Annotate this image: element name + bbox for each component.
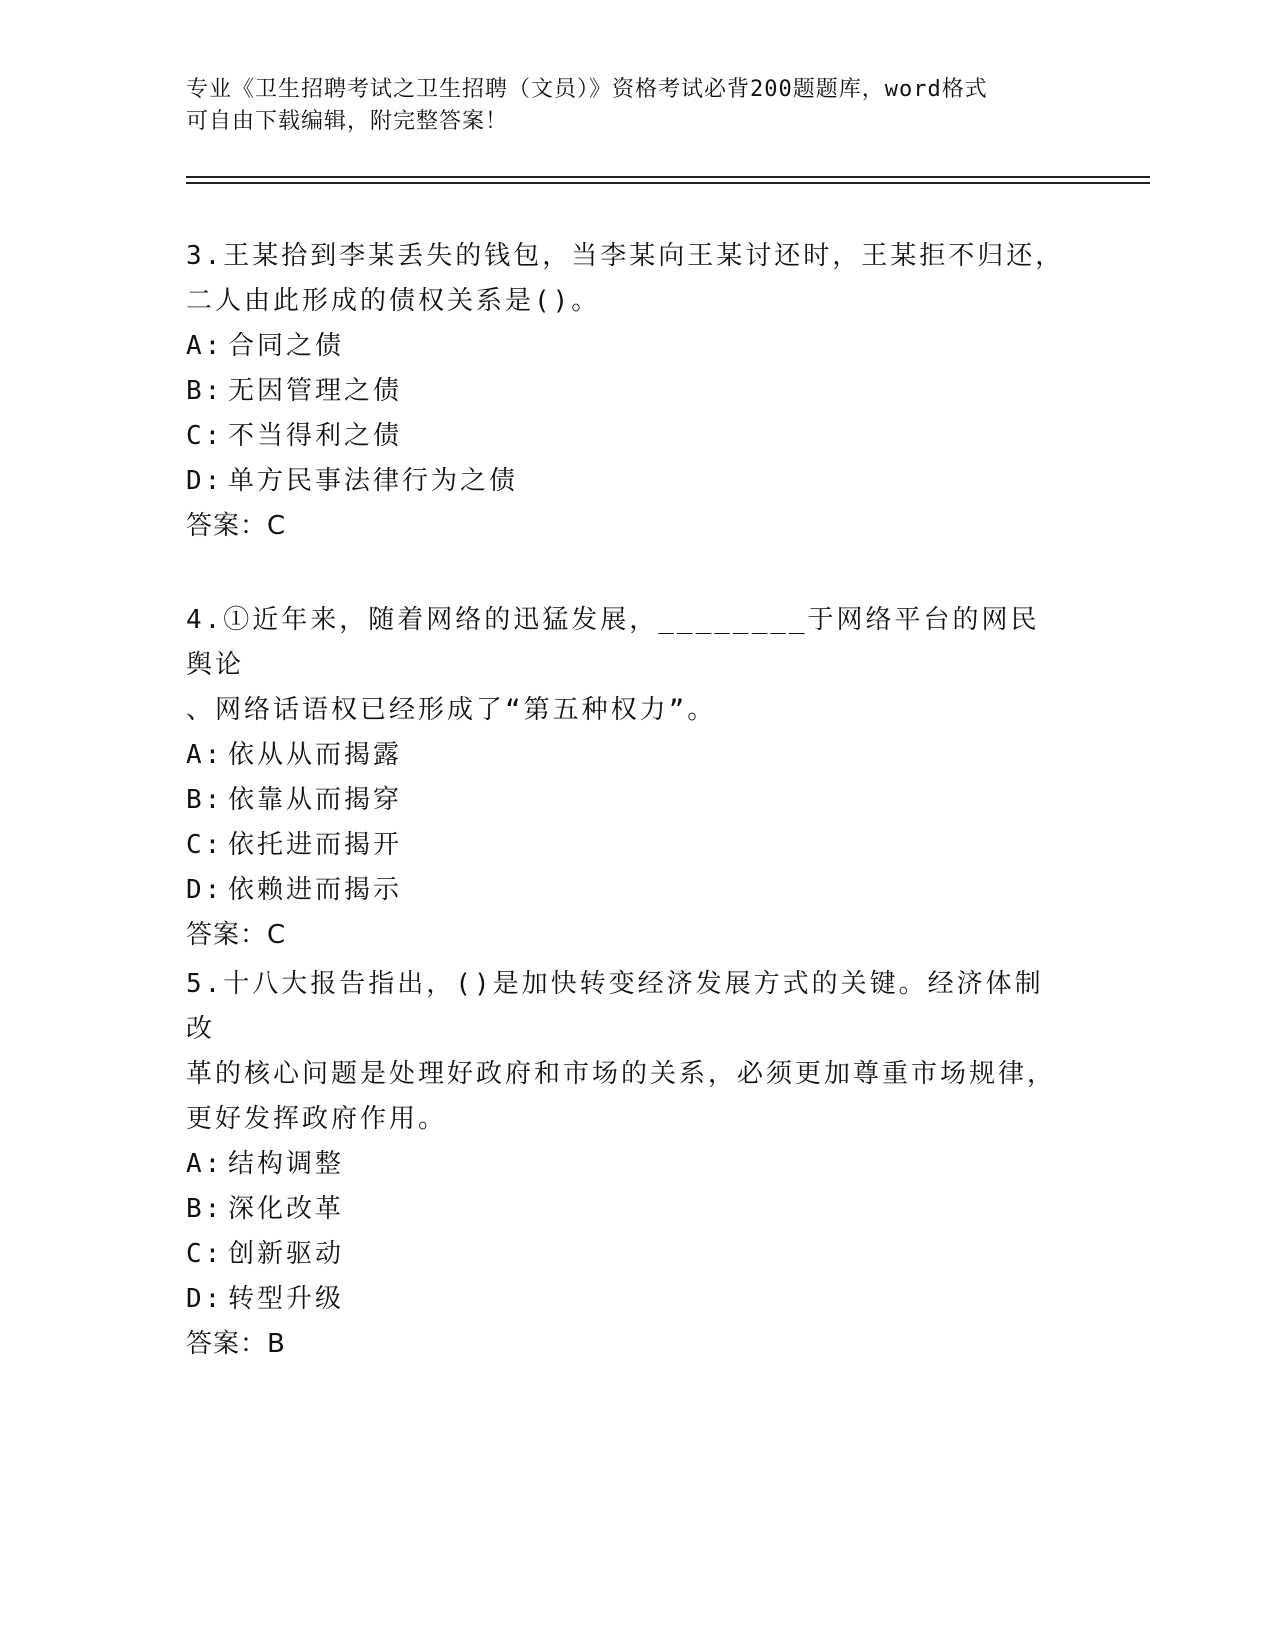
- option-text: 深化改革: [228, 1194, 345, 1224]
- option-a: [186, 733, 1066, 778]
- option-text: 结构调整: [228, 1149, 345, 1179]
- option-text: 依赖进而揭示: [228, 875, 403, 905]
- option-text: 依从从而揭露: [228, 740, 403, 770]
- option-c: [186, 414, 1066, 459]
- option-text: 单方民事法律行为之债: [228, 466, 519, 496]
- option-text: 合同之债: [228, 331, 345, 361]
- option-text: 不当得利之债: [228, 421, 403, 451]
- header-line-1: 专业《卫生招聘考试之卫生招聘（文员）》资格考试必背200题题库，word格式: [186, 77, 988, 102]
- option-d: [186, 868, 1066, 913]
- answer-line: 答案：C: [186, 511, 287, 541]
- option-text: 依托进而揭开: [228, 830, 403, 860]
- question-5: [186, 962, 1066, 1367]
- header-divider-top: [186, 176, 1150, 178]
- question-stem-line: 更好发挥政府作用。: [186, 1104, 448, 1134]
- header-line-2: 可自由下载编辑，附完整答案！: [186, 109, 509, 134]
- option-key: D:: [186, 466, 224, 496]
- option-a: [186, 1142, 1066, 1187]
- question-4: [186, 598, 1066, 958]
- option-text: 无因管理之债: [228, 376, 403, 406]
- question-stem-line: 3.王某拾到李某丢失的钱包，当李某向王某讨还时，王某拒不归还，: [186, 241, 1065, 271]
- question-3: [186, 234, 1066, 549]
- question-stem-line: 二人由此形成的债权关系是()。: [186, 286, 601, 316]
- option-d: [186, 459, 1066, 504]
- answer-line: 答案：B: [186, 1329, 286, 1359]
- option-text: 转型升级: [228, 1284, 345, 1314]
- option-b: [186, 1187, 1066, 1232]
- option-key: A:: [186, 1149, 224, 1179]
- option-d: [186, 1277, 1066, 1322]
- option-key: C:: [186, 830, 224, 860]
- option-a: [186, 324, 1066, 369]
- answer-line: 答案：C: [186, 920, 287, 950]
- option-text: 创新驱动: [228, 1239, 345, 1269]
- option-key: D:: [186, 875, 224, 905]
- header-divider-bottom: [186, 182, 1150, 184]
- option-key: C:: [186, 421, 224, 451]
- option-key: B:: [186, 1194, 224, 1224]
- option-b: [186, 778, 1066, 823]
- document-header: [186, 74, 1066, 138]
- question-stem-line: 5.十八大报告指出，()是加快转变经济发展方式的关键。经济体制改: [186, 969, 1044, 1044]
- option-key: C:: [186, 1239, 224, 1269]
- option-key: A:: [186, 740, 224, 770]
- option-text: 依靠从而揭穿: [228, 785, 403, 815]
- question-stem-line: 4.①近年来，随着网络的迅猛发展，________于网络平台的网民舆论: [186, 605, 1040, 680]
- option-key: B:: [186, 376, 224, 406]
- option-c: [186, 823, 1066, 868]
- question-stem-line: 、网络话语权已经形成了“第五种权力”。: [186, 695, 717, 725]
- question-stem-line: 革的核心问题是处理好政府和市场的关系，必须更加尊重市场规律，: [186, 1059, 1057, 1089]
- option-key: D:: [186, 1284, 224, 1314]
- option-key: B:: [186, 785, 224, 815]
- option-c: [186, 1232, 1066, 1277]
- option-b: [186, 369, 1066, 414]
- option-key: A:: [186, 331, 224, 361]
